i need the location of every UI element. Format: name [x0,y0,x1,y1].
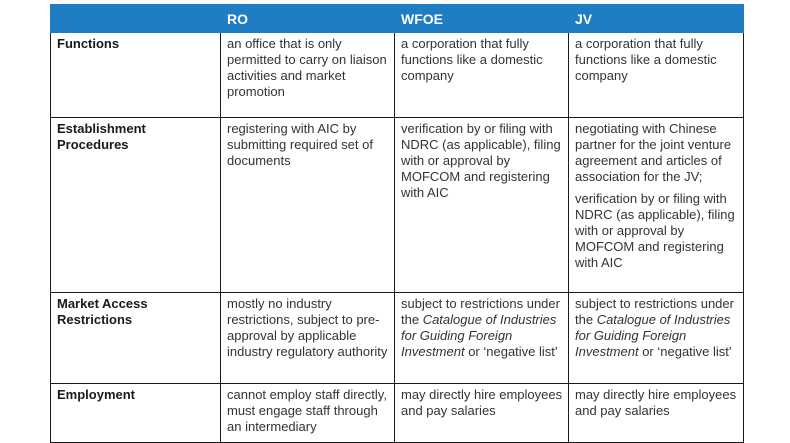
cell-employment-wfoe: may directly hire employees and pay salaries [395,384,569,443]
cell-market-access-ro: mostly no industry restrictions, subject to pre-approval by applicable industry regulatory authority [221,293,395,384]
cell-establishment-jv-para-1: negotiating with Chinese partner for the joint venture agreement and articles of association for the JV; [575,121,732,184]
row-label-functions: Functions [51,33,221,118]
comparison-table [50,4,744,443]
cell-market-access-jv-post: or ‘negative list’ [638,344,732,359]
table-row-employment [51,384,744,443]
table-row-functions [51,33,744,118]
cell-employment-ro: cannot employ staff directly, must engage staff through an intermediary [221,384,395,443]
cell-market-access-wfoe-pre: subject to restrictions under the [401,296,560,327]
header-corner [51,5,221,33]
header-jv: JV [569,5,744,33]
header-ro: RO [221,5,395,33]
cell-market-access-wfoe-post: or ‘negative list’ [464,344,558,359]
cell-functions-jv: a corporation that fully functions like a domestic company [569,33,744,118]
cell-functions-wfoe: a corporation that fully functions like a domestic company [395,33,569,118]
row-label-establishment: Establishment Procedures [51,118,221,293]
cell-establishment-jv [569,118,744,293]
cell-market-access-wfoe [395,293,569,384]
header-row [51,5,744,33]
cell-establishment-jv-para-2: verification by or filing with NDRC (as applicable), filing with or approval by MOFCOM and registering with AIC [575,191,735,270]
header-wfoe: WFOE [395,5,569,33]
table-row-establishment [51,118,744,293]
cell-functions-ro: an office that is only permitted to carry on liaison activities and market promotion [221,33,395,118]
catalogue-title-wfoe: Catalogue of Industries for Guiding Foreign Investment [401,312,557,359]
catalogue-title-jv: Catalogue of Industries for Guiding Foreign Investment [575,312,731,359]
row-label-market-access: Market Access Restrictions [51,293,221,384]
cell-establishment-wfoe: verification by or filing with NDRC (as applicable), filing with or approval by MOFCOM and registering with AIC [395,118,569,293]
table-row-market-access [51,293,744,384]
cell-employment-jv: may directly hire employees and pay salaries [569,384,744,443]
cell-market-access-jv-pre: subject to restrictions under the [575,296,734,327]
row-label-employment: Employment [51,384,221,443]
cell-establishment-ro: registering with AIC by submitting required set of documents [221,118,395,293]
cell-market-access-jv [569,293,744,384]
